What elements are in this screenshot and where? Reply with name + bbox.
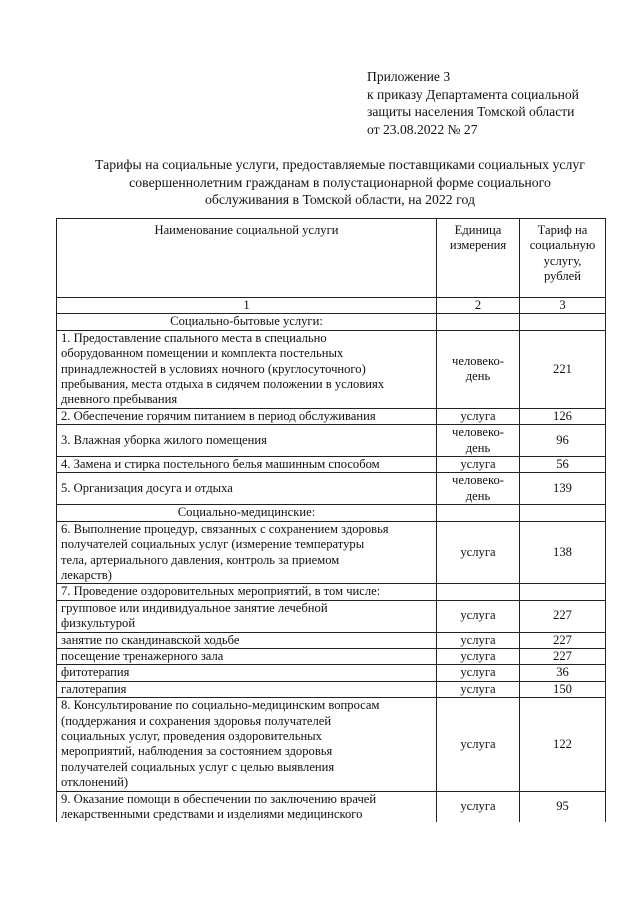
table-row bbox=[57, 584, 606, 600]
service-name-line: оборудованном помещении и комплекта постельных bbox=[61, 346, 344, 361]
service-name-line: лекарств) bbox=[61, 567, 112, 582]
service-name-cell bbox=[57, 408, 437, 424]
service-name-line: пребывания, места отдыха в сидячем положении в условиях bbox=[61, 377, 385, 392]
unit-cell bbox=[437, 698, 520, 791]
service-name-line: получателей социальных услуг (измерение температуры bbox=[61, 537, 365, 552]
table-row bbox=[57, 457, 606, 473]
section-row bbox=[57, 505, 606, 521]
service-name-cell bbox=[57, 473, 437, 505]
service-name-line: получателей социальных услуг с целью выявления bbox=[61, 759, 335, 774]
service-name-cell bbox=[57, 425, 437, 457]
tariff-cell: 126 bbox=[520, 408, 606, 424]
tariff-cell: 138 bbox=[520, 521, 606, 584]
table-row bbox=[57, 698, 606, 791]
appendix-order-line: к приказу Департамента социальной bbox=[367, 86, 579, 102]
title-line: обслуживания в Томской области, на 2022 год bbox=[204, 192, 475, 207]
service-name-line: социальных услуг, проведения оздоровительных bbox=[61, 728, 322, 743]
column-number-row bbox=[57, 298, 606, 314]
service-name-line: 3. Влажная уборка жилого помещения bbox=[61, 432, 267, 447]
table-row bbox=[57, 521, 606, 584]
table-row bbox=[57, 408, 606, 424]
tariff-cell: 56 bbox=[520, 457, 606, 473]
service-name-cell bbox=[57, 457, 437, 473]
service-name-line: физкультурой bbox=[61, 616, 136, 631]
service-name-line: 1. Предоставление спального места в специально bbox=[61, 330, 327, 345]
table-row bbox=[57, 473, 606, 505]
service-name-cell bbox=[57, 521, 437, 584]
tariff-cell bbox=[520, 584, 606, 600]
table-row bbox=[57, 600, 606, 632]
service-name-line: 8. Консультирование по социально-медицинским вопросам bbox=[61, 698, 380, 713]
column-number: 1 bbox=[57, 298, 437, 314]
tariff-cell: 150 bbox=[520, 681, 606, 697]
service-name-cell bbox=[57, 600, 437, 632]
unit-cell bbox=[437, 665, 520, 681]
unit-cell bbox=[437, 330, 520, 408]
service-name-line: 4. Замена и стирка постельного белья машинным способом bbox=[61, 457, 380, 472]
service-name-cell bbox=[57, 698, 437, 791]
table-row bbox=[57, 681, 606, 697]
column-number: 2 bbox=[437, 298, 520, 314]
service-name-line: мероприятий, наблюдения за состоянием здоровья bbox=[61, 744, 333, 759]
tariff-cell: 36 bbox=[520, 665, 606, 681]
unit-line: услуга bbox=[460, 736, 496, 751]
tariff-table bbox=[56, 218, 606, 822]
service-name-cell bbox=[57, 330, 437, 408]
service-name-line: дневного пребывания bbox=[61, 392, 178, 407]
unit-line: услуга bbox=[460, 665, 496, 680]
service-name-cell bbox=[57, 632, 437, 648]
document-title bbox=[52, 156, 628, 209]
service-name-cell bbox=[57, 665, 437, 681]
service-name-line: 2. Обеспечение горячим питанием в период обслуживания bbox=[61, 408, 376, 423]
unit-cell bbox=[437, 648, 520, 664]
unit-line: человеко- bbox=[452, 473, 504, 488]
unit-line: человеко- bbox=[452, 425, 504, 440]
tariff-cell: 122 bbox=[520, 698, 606, 791]
table-row bbox=[57, 665, 606, 681]
unit-line: услуга bbox=[460, 681, 496, 696]
unit-line: день bbox=[465, 369, 491, 384]
service-name-cell bbox=[57, 791, 437, 822]
service-name-line: 7. Проведение оздоровительных мероприятий, в том числе: bbox=[61, 584, 381, 599]
section-row bbox=[57, 314, 606, 330]
service-name-line: посещение тренажерного зала bbox=[61, 648, 224, 663]
service-name-line: фитотерапия bbox=[61, 665, 130, 680]
unit-cell bbox=[437, 425, 520, 457]
unit-cell bbox=[437, 408, 520, 424]
tariff-cell: 96 bbox=[520, 425, 606, 457]
unit-cell bbox=[437, 681, 520, 697]
tariff-cell: 139 bbox=[520, 473, 606, 505]
appendix-reference bbox=[367, 68, 627, 138]
unit-line: услуга bbox=[460, 648, 496, 663]
table-row bbox=[57, 425, 606, 457]
unit-line: день bbox=[465, 488, 491, 503]
appendix-number: Приложение 3 bbox=[367, 69, 451, 84]
tariff-cell: 221 bbox=[520, 330, 606, 408]
tariff-cell: 95 bbox=[520, 791, 606, 822]
unit-line: день bbox=[465, 440, 491, 455]
tariff-cell: 227 bbox=[520, 632, 606, 648]
table-header-row bbox=[57, 219, 606, 298]
unit-line: услуга bbox=[460, 632, 496, 647]
appendix-date-line: от 23.08.2022 № 27 bbox=[367, 121, 478, 137]
table-row bbox=[57, 791, 606, 822]
service-name-line: 6. Выполнение процедур, связанных с сохранением здоровья bbox=[61, 521, 389, 536]
service-name-cell bbox=[57, 648, 437, 664]
service-name-cell bbox=[57, 681, 437, 697]
unit-line: услуга bbox=[460, 608, 496, 623]
table-row bbox=[57, 648, 606, 664]
service-name-line: занятие по скандинавской ходьбе bbox=[61, 632, 240, 647]
unit-line: услуга bbox=[460, 544, 496, 559]
unit-line: услуга bbox=[460, 457, 496, 472]
service-name-line: (поддержания и сохранения здоровья получателей bbox=[61, 713, 332, 728]
service-name-line: 9. Оказание помощи в обеспечении по заключению врачей bbox=[61, 791, 377, 806]
table-row bbox=[57, 330, 606, 408]
unit-cell bbox=[437, 521, 520, 584]
unit-line: услуга bbox=[460, 799, 496, 814]
header-service-name: Наименование социальной услуги bbox=[57, 219, 437, 298]
unit-cell bbox=[437, 632, 520, 648]
section-title-medical: Социально-медицинские: bbox=[57, 505, 437, 521]
tariff-cell: 227 bbox=[520, 648, 606, 664]
unit-cell bbox=[437, 473, 520, 505]
table-row bbox=[57, 632, 606, 648]
tariff-cell: 227 bbox=[520, 600, 606, 632]
unit-cell bbox=[437, 457, 520, 473]
service-name-line: 5. Организация досуга и отдыха bbox=[61, 481, 233, 496]
service-name-line: отклонений) bbox=[61, 775, 129, 790]
service-name-line: принадлежностей в условиях ночного (круглосуточного) bbox=[61, 361, 366, 376]
title-line: Тарифы на социальные услуги, предоставляемые поставщиками социальных услуг bbox=[95, 157, 585, 172]
service-name-line: групповое или индивидуальное занятие лечебной bbox=[61, 600, 328, 615]
column-number: 3 bbox=[520, 298, 606, 314]
title-line: совершеннолетним гражданам в полустационарной форме социального bbox=[129, 174, 551, 190]
header-unit: Единица измерения bbox=[437, 219, 520, 298]
service-name-cell bbox=[57, 584, 437, 600]
service-name-line: галотерапия bbox=[61, 681, 127, 696]
unit-cell bbox=[437, 791, 520, 822]
service-name-line: тела, артериального давления, контроль за приемом bbox=[61, 552, 340, 567]
unit-line: человеко- bbox=[452, 353, 504, 368]
unit-cell bbox=[437, 600, 520, 632]
unit-line: услуга bbox=[460, 408, 496, 423]
header-tariff: Тариф на социальную услугу, рублей bbox=[520, 219, 606, 298]
section-title-household: Социально-бытовые услуги: bbox=[57, 314, 437, 330]
service-name-line: лекарственными средствами и изделиями медицинского bbox=[61, 807, 363, 821]
unit-cell bbox=[437, 584, 520, 600]
appendix-department-line: защиты населения Томской области bbox=[367, 104, 575, 119]
